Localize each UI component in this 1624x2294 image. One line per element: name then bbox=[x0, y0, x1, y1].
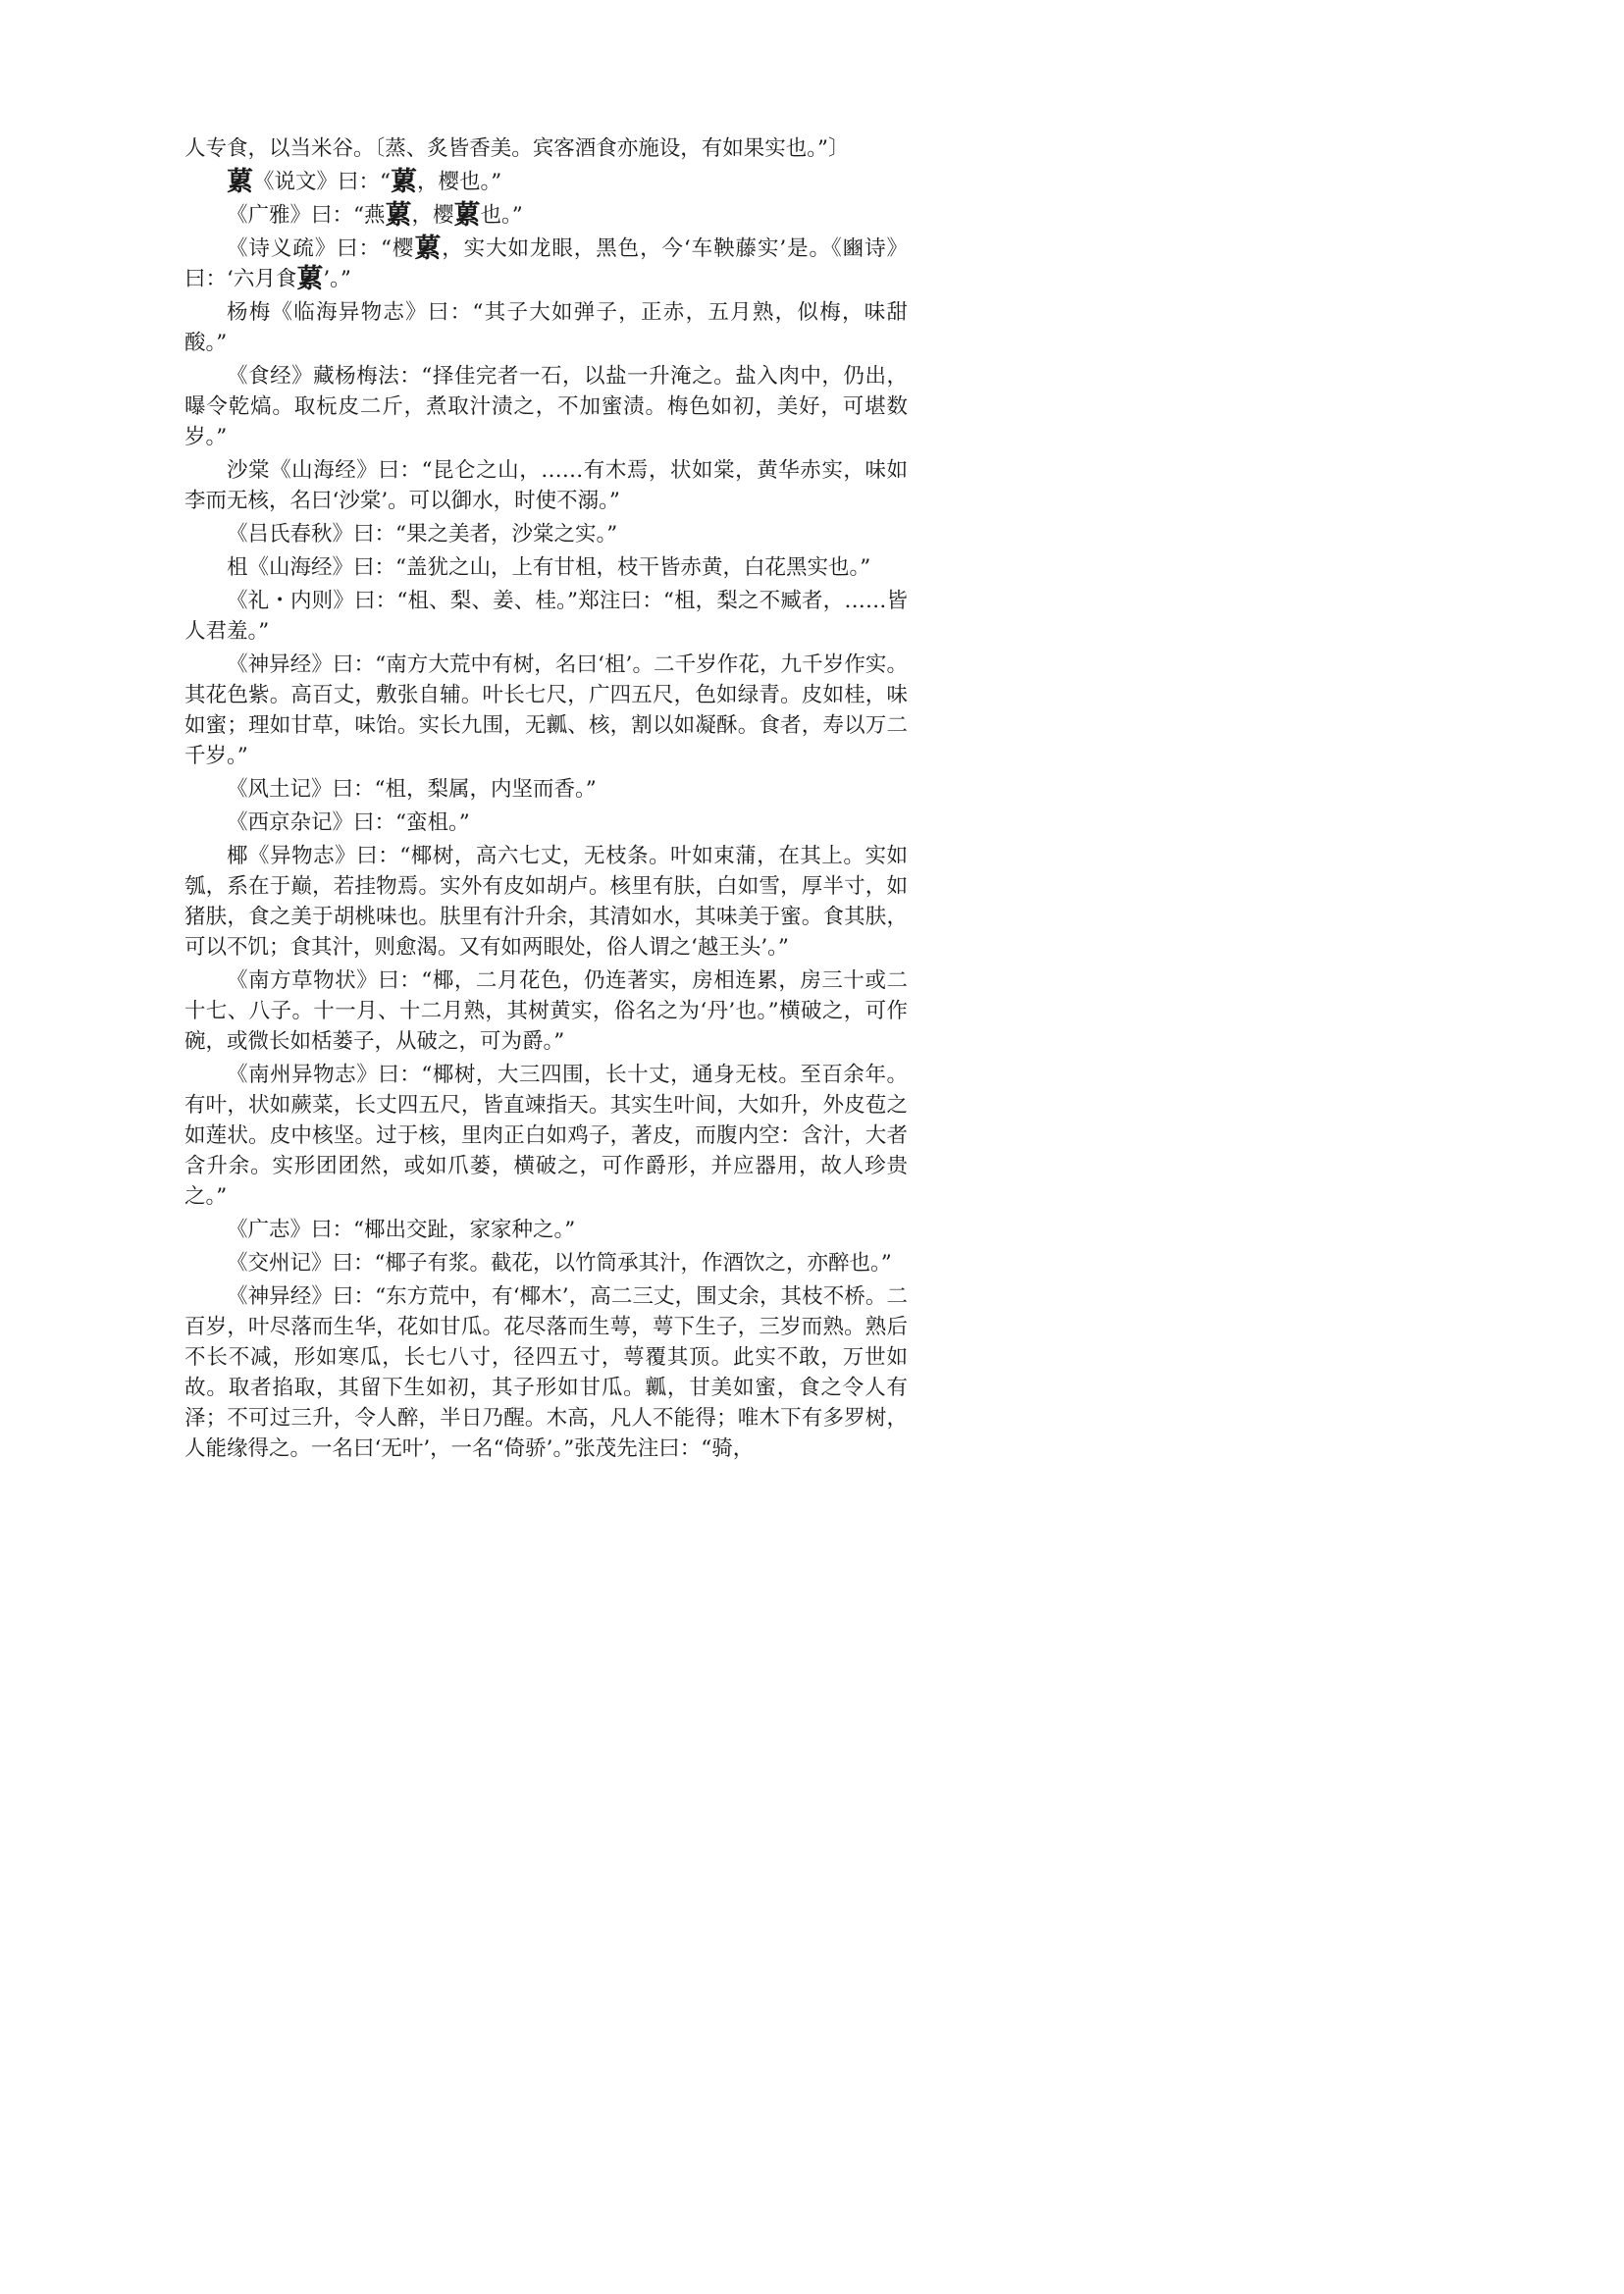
text-segment: 《风土记》曰：“柤，梨属，内坚而香。” bbox=[227, 777, 597, 802]
text-segment: 人专食，以当米谷。〔蒸、炙皆香美。宾客酒食亦施设，有如果实也。”〕 bbox=[184, 136, 850, 161]
paragraph bbox=[184, 552, 908, 583]
paragraph bbox=[184, 1281, 908, 1464]
paragraph bbox=[184, 1060, 908, 1212]
text-segment: 柤《山海经》曰：“盖犹之山，上有甘柤，枝干皆赤黄，白花黑实也。” bbox=[227, 555, 871, 580]
paragraph bbox=[184, 1215, 908, 1245]
text-segment: 《神异经》曰：“南方大荒中有树，名曰‘柤’。二千岁作花，九千岁作实。其花色紫。高百丈，敷张自辅。叶长七尺，广四五尺，色如绿青。皮如桂，味如蜜；理如甘草，味饴。实长九围，无瓤、核，割以如凝酥。食者，寿以万二千岁。” bbox=[184, 652, 908, 768]
text-segment: ，樱 bbox=[411, 203, 454, 228]
paragraph bbox=[184, 234, 908, 294]
text-segment: 《食经》藏杨梅法：“择佳完者一石，以盐一升淹之。盐入肉中，仍出，曝令乾熇。取杬皮二斤，煮取汁渍之，不加蜜渍。梅色如初，美好，可堪数岁。” bbox=[184, 364, 908, 449]
text-segment: 《说文》曰：“ bbox=[253, 170, 391, 194]
paragraph bbox=[184, 586, 908, 647]
paragraph bbox=[184, 167, 908, 197]
text-segment: 椰《异物志》曰：“椰树，高六七丈，无枝条。叶如束蒲，在其上。实如瓠，系在于巅，若挂物焉。实外有皮如胡卢。核里有肤，白如雪，厚半寸，如猪肤，食之美于胡桃味也。肤里有汁升余，其清如水，其味美于蜜。食其肤，可以不饥；食其汁，则愈渴。又有如两眼处，俗人谓之‘越王头’。” bbox=[184, 844, 908, 960]
paragraph bbox=[184, 361, 908, 452]
paragraph bbox=[184, 650, 908, 771]
text-segment: 《吕氏春秋》曰：“果之美者，沙棠之实。” bbox=[227, 522, 618, 547]
paragraph bbox=[184, 133, 908, 164]
text-segment: 《交州记》曰：“椰子有浆。截花，以竹筒承其汁，作酒饮之，亦醉也。” bbox=[227, 1251, 892, 1276]
large-character: 蔂 bbox=[453, 200, 481, 231]
text-segment: 《礼・内则》曰：“柤、梨、姜、桂。”郑注曰：“柤，梨之不臧者，……皆人君羞。” bbox=[184, 589, 908, 644]
large-character: 蔂 bbox=[227, 167, 253, 197]
paragraph bbox=[184, 774, 908, 805]
large-character: 蔂 bbox=[391, 167, 417, 197]
paragraph bbox=[184, 841, 908, 963]
text-segment: 沙棠《山海经》曰：“昆仑之山，……有木焉，状如棠，黄华赤实，味如李而无核，名曰‘沙棠’。可以御水，时使不溺。” bbox=[184, 458, 908, 513]
paragraph bbox=[184, 519, 908, 549]
text-segment: 《西京杂记》曰：“蛮柤。” bbox=[227, 810, 470, 835]
paragraph bbox=[184, 1248, 908, 1278]
text-segment: 也。” bbox=[480, 203, 523, 228]
text-segment: ，樱也。” bbox=[417, 170, 502, 194]
text-segment: 《神异经》曰：“东方荒中，有‘椰木’，高二三丈，围丈余，其枝不桥。二百岁，叶尽落而生华，花如甘瓜。花尽落而生萼，萼下生子，三岁而熟。熟后不长不减，形如寒瓜，长七八寸，径四五寸，萼覆其顶。此实不敢，万世如故。取者掐取，其留下生如初，其子形如甘瓜。瓤，甘美如蜜，食之令人有泽；不可过三升，令人醉，半日乃醒。木高，凡人不能得；唯木下有多罗树，人能缘得之。一名曰‘无叶’，一名“倚骄’。”张茂先注曰：“骑， bbox=[184, 1284, 908, 1461]
paragraph bbox=[184, 455, 908, 516]
paragraph bbox=[184, 200, 908, 231]
text-segment: ，实大如龙眼，黑色，今‘车鞅藤实’是。《豳诗》曰：‘六月食 bbox=[184, 236, 909, 291]
text-segment: 《南州异物志》曰：“椰树，大三四围，长十丈，通身无枝。至百余年。有叶，状如蕨菜，长丈四五尺，皆直竦指天。其实生叶间，大如升，外皮苞之如莲状。皮中核坚。过于核，里肉正白如鸡子，著皮，而腹内空：含汁，大者含升余。实形团团然，或如爪蒌，横破之，可作爵形，并应器用，故人珍贵之。” bbox=[184, 1063, 908, 1209]
large-character: 蔂 bbox=[414, 234, 443, 264]
paragraph bbox=[184, 297, 908, 358]
text-segment: 《南方草物状》曰：“椰，二月花色，仍连著实，房相连累，房三十或二十七、八子。十一月、十二月熟，其树黄实，俗名之为‘丹’也。”横破之，可作碗，或微长如栝蒌子，从破之，可为爵。” bbox=[184, 968, 908, 1054]
text-segment: 杨梅《临海异物志》曰：“其子大如弹子，正赤，五月熟，似梅，味甜酸。” bbox=[184, 300, 908, 355]
text-segment: ’。” bbox=[323, 267, 351, 291]
text-segment: 《诗义疏》曰：“樱 bbox=[227, 236, 415, 261]
document-page bbox=[184, 133, 908, 1467]
paragraph bbox=[184, 808, 908, 838]
paragraph bbox=[184, 965, 908, 1057]
large-character: 蔂 bbox=[385, 200, 412, 231]
text-segment: 《广雅》曰：“燕 bbox=[227, 203, 386, 228]
large-character: 蔂 bbox=[296, 264, 324, 294]
text-segment: 《广志》曰：“椰出交趾，家家种之。” bbox=[227, 1218, 576, 1242]
